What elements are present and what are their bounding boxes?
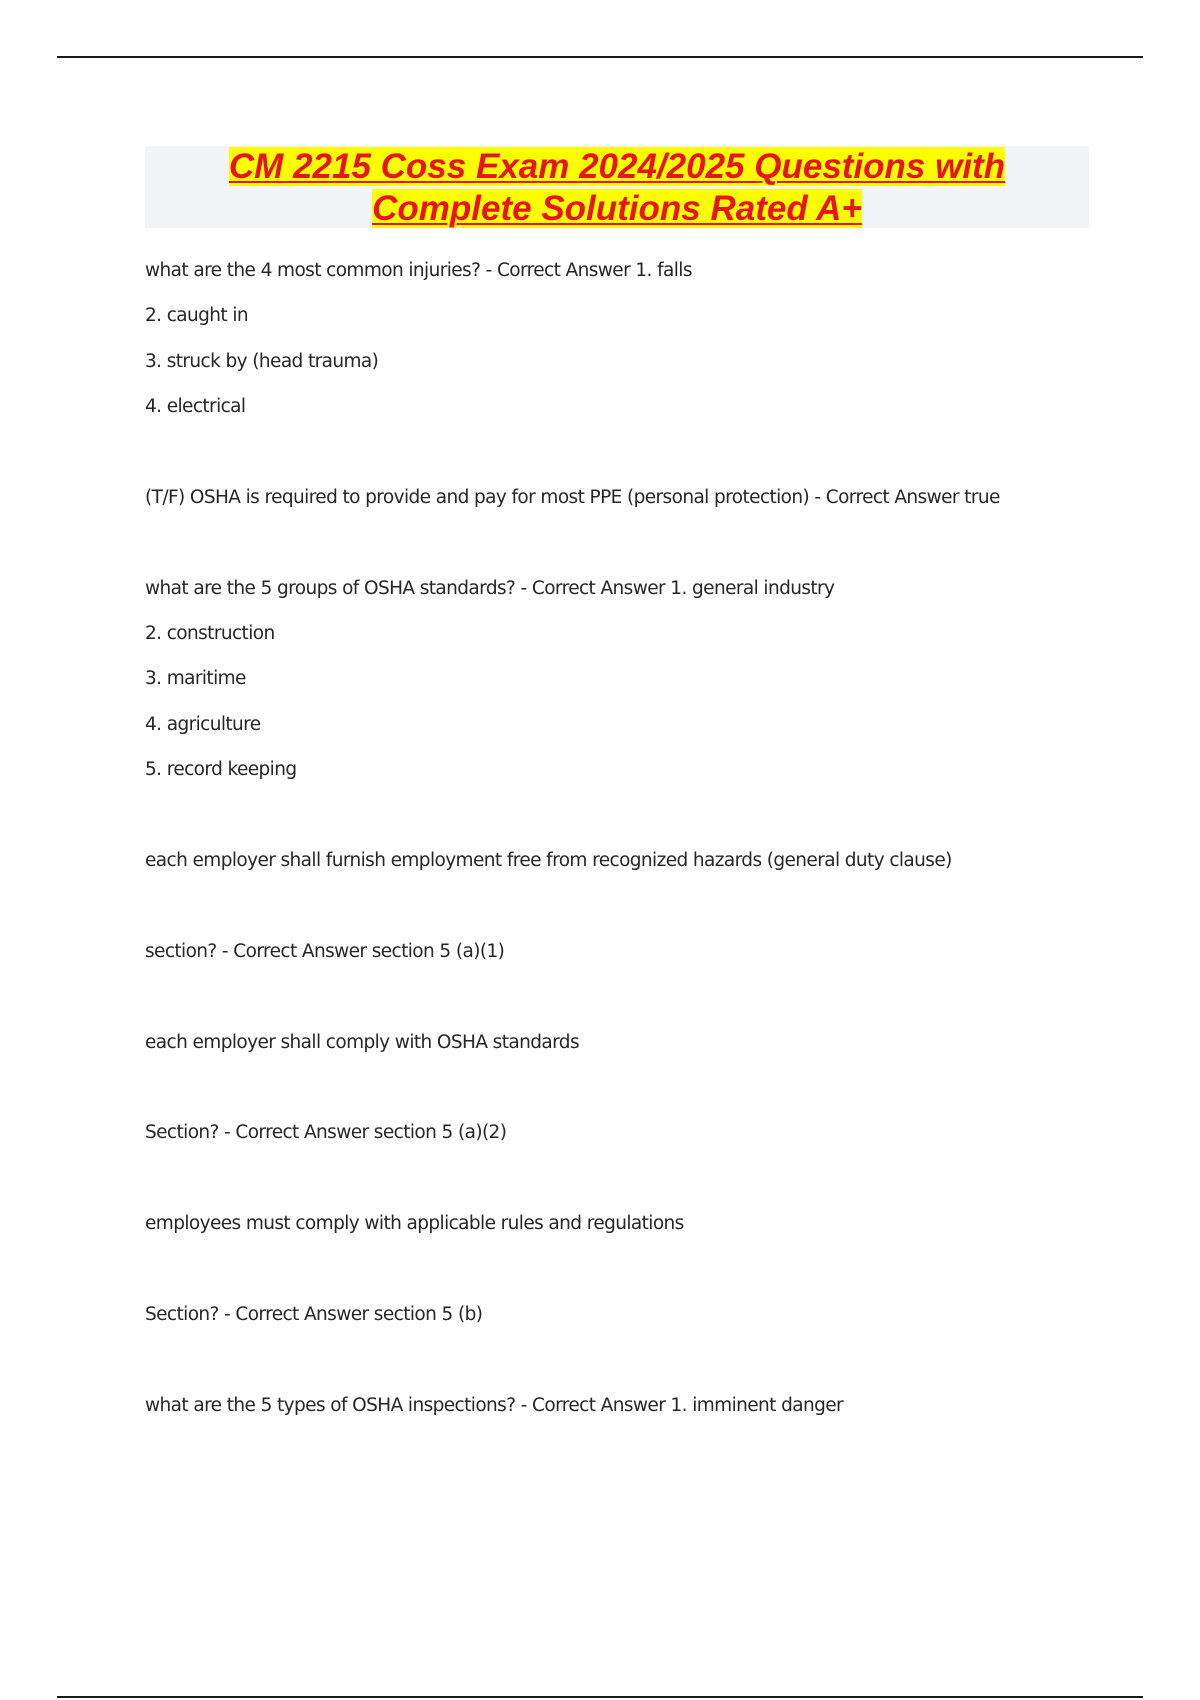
question-osha-ppe: (T/F) OSHA is required to provide and pay for most PPE (personal protection) - Correct Answer true (145, 487, 1000, 508)
answer-line: 5. record keeping (145, 759, 297, 780)
title-block (145, 146, 1089, 228)
question-inspection-types: what are the 5 types of OSHA inspections? - Correct Answer 1. imminent danger (145, 1395, 844, 1416)
answer-line: Section? - Correct Answer section 5 (a)(2) (145, 1122, 507, 1143)
bottom-rule (57, 1696, 1143, 1698)
question-common-injuries: what are the 4 most common injuries? - Correct Answer 1. falls (145, 260, 692, 281)
answer-line: 2. construction (145, 623, 275, 644)
answer-line: section? - Correct Answer section 5 (a)(1) (145, 941, 505, 962)
answer-line: 4. agriculture (145, 714, 261, 735)
question-employees-comply: employees must comply with applicable rules and regulations (145, 1213, 684, 1234)
title-line-2: Complete Solutions Rated A+ (372, 189, 862, 228)
answer-line: 3. maritime (145, 668, 246, 689)
title-line-1: CM 2215 Coss Exam 2024/2025 Questions with (228, 147, 1006, 186)
answer-line: 3. struck by (head trauma) (145, 351, 379, 372)
answer-line: 2. caught in (145, 305, 249, 326)
answer-line: 4. electrical (145, 396, 246, 417)
answer-line: Section? - Correct Answer section 5 (b) (145, 1304, 483, 1325)
question-osha-standards: what are the 5 groups of OSHA standards? - Correct Answer 1. general industry (145, 578, 835, 599)
question-comply-standards: each employer shall comply with OSHA standards (145, 1032, 579, 1053)
question-general-duty: each employer shall furnish employment free from recognized hazards (general duty clause) (145, 850, 952, 871)
top-rule (57, 56, 1143, 58)
